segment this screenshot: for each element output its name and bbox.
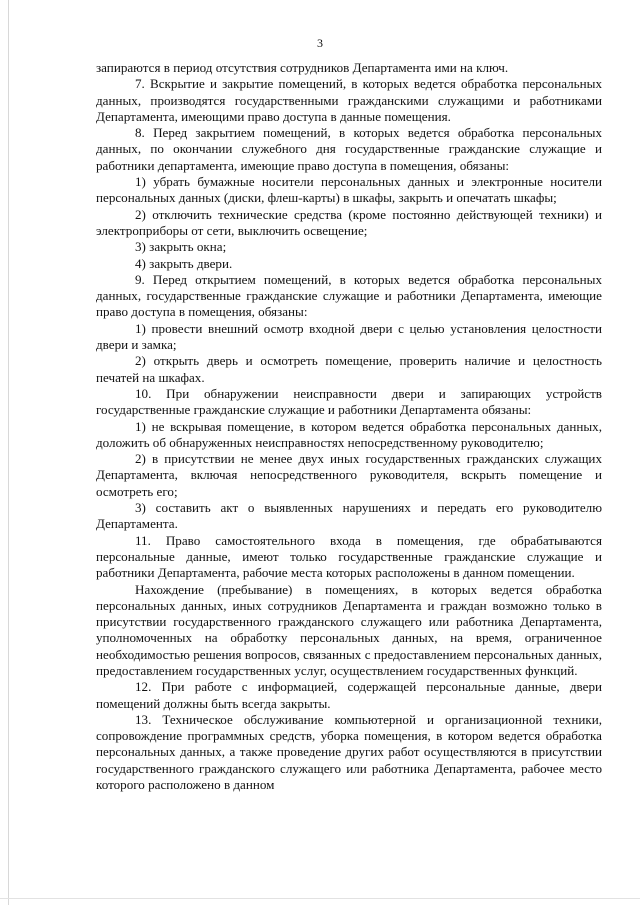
paragraph-item-10-2: 2) в присутствии не менее двух иных государственных гражданских служащих Департамента, включая непосредственного руководителя, вскрыть помещение и осмотреть его; [96, 451, 602, 499]
scan-edge-left [8, 0, 9, 905]
document-body [96, 60, 602, 793]
paragraph-item-11-presence: Нахождение (пребывание) в помещениях, в которых ведется обработка персональных данных, иных сотрудников Департамента и граждан возможно только в присутствии государственного гражданского служащего или работника Департамента, уполномоченных на обработку персональных данных, на время, ограниченное необходимостью решения вопросов, связанных с предоставлением персональных данных, предоставлением государственных услуг, осуществлением государственных функций. [96, 581, 602, 678]
paragraph-item-8: 8. Перед закрытием помещений, в которых ведется обработка персональных данных, по окончании служебного дня государственные гражданские служащие и работники департамента, имеющие право доступа в помещения, обязаны: [96, 125, 602, 173]
scan-edge-bottom [0, 898, 640, 899]
paragraph-item-9-1: 1) провести внешний осмотр входной двери с целью установления целостности двери и замка; [96, 320, 602, 353]
paragraph-item-10: 10. При обнаружении неисправности двери и запирающих устройств государственные гражданские служащие и работники Департамента обязаны: [96, 385, 602, 418]
paragraph-item-8-3: 3) закрыть окна; [135, 239, 227, 255]
paragraph-item-11: 11. Право самостоятельного входа в помещения, где обрабатываются персональные данные, имеют только государственные гражданские служащие и работники Департамента, рабочие места которых расположены в данном помещении. [96, 532, 602, 581]
paragraph-item-8-1: 1) убрать бумажные носители персональных данных и электронные носители персональных данных (диски, флеш-карты) в шкафы, закрыть и опечатать шкафы; [96, 174, 602, 206]
paragraph-item-8-4: 4) закрыть двери. [135, 255, 233, 271]
paragraph-item-13: 13. Техническое обслуживание компьютерной и организационной техники, сопровождение программных средств, уборка помещения, в котором ведется обработка персональных данных, а также проведение других работ осуществляются в присутствии государственного гражданского служащего или работника Департамента, рабочее место которого расположено в данном [96, 711, 602, 793]
paragraph-item-12: 12. При работе с информацией, содержащей персональные данные, двери помещений должны быть всегда закрыты. [96, 679, 602, 711]
paragraph-item-7: 7. Вскрытие и закрытие помещений, в которых ведется обработка персональных данных, производятся государственными гражданскими служащими и работниками Департамента, имеющими право доступа в данные помещения. [96, 76, 602, 124]
page-number: 3 [317, 36, 323, 50]
paragraph-item-10-3: 3) составить акт о выявленных нарушениях и передать его руководителю Департамента. [96, 500, 602, 532]
paragraph-item-9-2: 2) открыть дверь и осмотреть помещение, проверить наличие и целостность печатей на шкафах. [96, 353, 602, 385]
paragraph-continuation: запираются в период отсутствия сотрудников Департамента ими на ключ. [96, 60, 509, 75]
paragraph-item-10-1: 1) не вскрывая помещение, в котором ведется обработка персональных данных, доложить об обнаруженных неисправностях непосредственному руководителю; [96, 418, 602, 450]
paragraph-item-9: 9. Перед открытием помещений, в которых ведется обработка персональных данных, государственные гражданские служащие и работники Департамента, имеющие право доступа в помещения, обязаны: [96, 271, 602, 320]
paragraph-item-8-2: 2) отключить технические средства (кроме постоянно действующей техники) и электроприборы от сети, выключить освещение; [96, 206, 602, 238]
